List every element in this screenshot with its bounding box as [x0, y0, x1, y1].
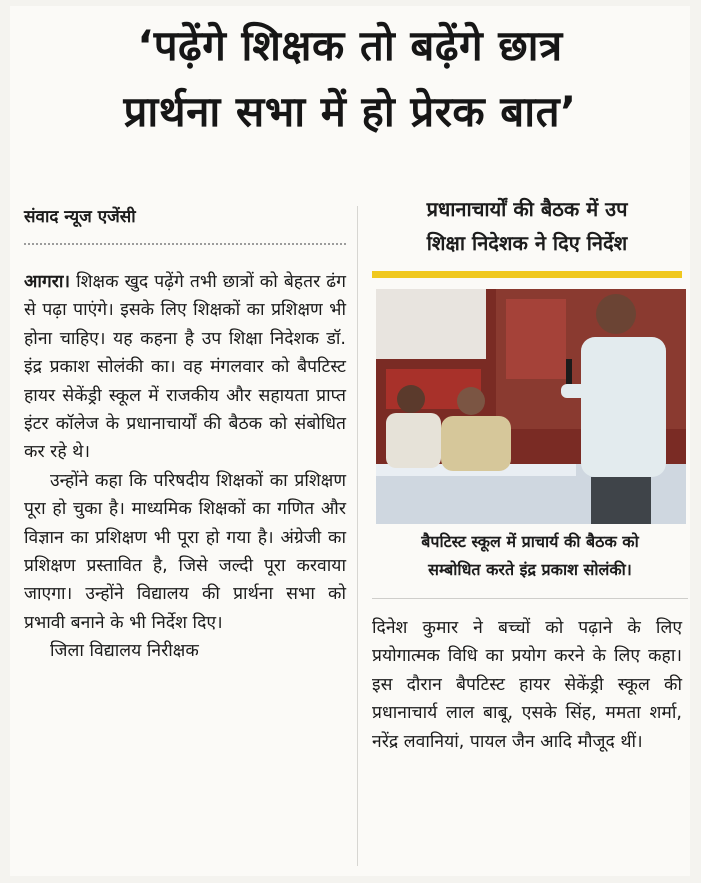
headline-line-2: प्रार्थना सभा में हो प्रेरक बात’: [123, 87, 577, 136]
subheading-line-1: प्रधानाचार्यों की बैठक में उप: [426, 197, 628, 221]
byline: संवाद न्यूज एजेंसी: [24, 207, 136, 227]
byline-divider: [24, 243, 346, 245]
article-paragraph-1: [24, 268, 346, 467]
dateline: आगरा।: [24, 272, 71, 292]
caption-line-1: बैपटिस्ट स्कूल में प्राचार्य की बैठक को: [421, 532, 639, 551]
caption-divider: [372, 598, 688, 599]
article-paragraph-3: जिला विद्यालय निरीक्षक: [50, 641, 199, 662]
newspaper-photo: [376, 289, 686, 524]
article-paragraph-right: दिनेश कुमार ने बच्चों को पढ़ाने के लिए प्रयोगात्मक विधि का प्रयोग करने के लिए कहा। इस दौरान बैपटिस्ट हायर सेकेंड्री स्कूल की प्रधानाचार्य लाल बाबू, एसके सिंह, ममता शर्मा, नरेंद्र लवानियां, पायल जैन आदि मौजूद थीं।: [372, 618, 682, 752]
photo-caption: [372, 528, 688, 584]
subheading-underline: [372, 271, 682, 278]
headline-line-1: ‘पढ़ेंगे शिक्षक तो बढ़ेंगे छात्र: [137, 21, 563, 70]
article-right-column: [372, 614, 682, 756]
column-divider: [357, 206, 358, 866]
article-paragraph-2: उन्होंने कहा कि परिषदीय शिक्षकों का प्रशिक्षण पूरा हो चुका है। माध्यमिक शिक्षकों का गणित और विज्ञान का प्रशिक्षण भी पूरा हो गया है। अंग्रेजी का प्रशिक्षण प्रस्तावित है, जिसे जल्दी पूरा करवाया जाएगा। उन्होंने विद्यालय की प्रार्थना सभा को प्रभावी बनाने के भी निर्देश दिए।: [24, 470, 346, 633]
subheading-line-2: शिक्षा निदेशक ने दिए निर्देश: [426, 231, 628, 255]
article-paragraph-1-text: शिक्षक खुद पढ़ेंगे तभी छात्रों को बेहतर ढंग से पढ़ा पाएंगे। इसके लिए शिक्षकों का प्रशिक्षण भी होना चाहिए। यह कहना है उप शिक्षा निदेशक डॉ. इंद्र प्रकाश सोलंकी का। वह मंगलवार को बैपटिस्ट हायर सेकेंड्री स्कूल में राजकीय और सहायता प्राप्त इंटर कॉलेज के प्रधानाचार्यों की बैठक को संबोधित कर रहे थे।: [24, 272, 346, 463]
photo-illustration: [376, 289, 686, 524]
caption-line-2: सम्बोधित करते इंद्र प्रकाश सोलंकी।: [428, 560, 632, 579]
article-left-column: [24, 268, 346, 666]
newspaper-clipping: [10, 6, 690, 876]
subheading: [372, 192, 682, 260]
